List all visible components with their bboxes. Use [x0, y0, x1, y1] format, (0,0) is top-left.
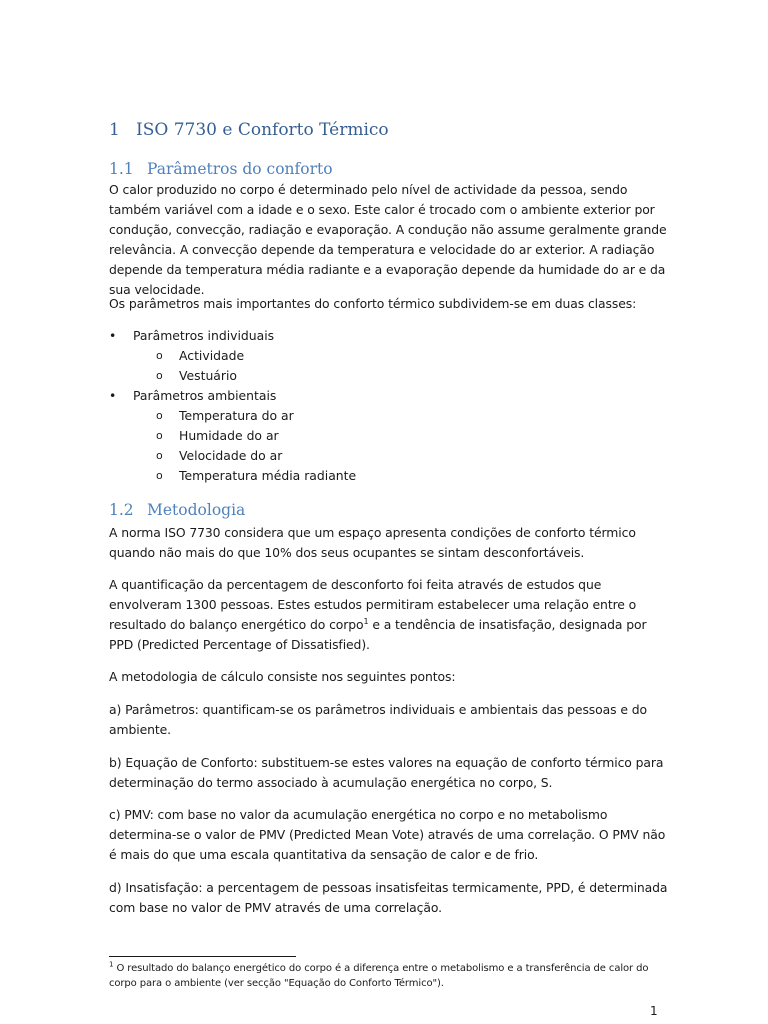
heading-1-1 — [109, 160, 333, 178]
footnote-text: O resultado do balanço energético do corpo é a diferença entre o metabolismo e a transferência de calor do corpo para o ambiente (ver secção "Equação do Conforto Térmico"). — [109, 963, 649, 989]
footnote — [109, 961, 669, 991]
sub-bullet-marker: o — [156, 469, 163, 482]
paragraph-conforto-intro: O calor produzido no corpo é determinado pelo nível de actividade da pessoa, sendo também variável com a idade e o sexo. Este calor é trocado com o ambiente exterior por condução, convecção, radiação e evaporação. A condução não assume geralmente grande relevância. A convecção depende da temperatura e velocidade do ar exterior. A radiação depende da temperatura média radiante e a evaporação depende da humidade do ar e da sua velocidade. — [109, 182, 667, 297]
heading-1-1-number: 1.1 — [109, 160, 134, 178]
sub-bullet-marker: o — [156, 369, 163, 382]
paragraph-quantificacao-start: A quantificação da percentagem de desconforto foi feita através de estudos que envolveram 1300 pessoas. Estes estudos permitiram estabelecer uma relação entre o resultado do balanço energético do corpo — [109, 577, 637, 632]
paragraph-point-d: d) Insatisfação: a percentagem de pessoas insatisfeitas termicamente, PPD, é determinada com base no valor de PMV através de uma correlação. — [109, 880, 668, 915]
paragraph-point-a: a) Parâmetros: quantificam-se os parâmetros individuais e ambientais das pessoas e do ambiente. — [109, 702, 647, 737]
sub-bullet-marker: o — [156, 429, 163, 442]
sub-list-item-label: Actividade — [179, 348, 245, 363]
paragraph-point-b: b) Equação de Conforto: substituem-se estes valores na equação de conforto térmico para determinação do termo associado à acumulação energética no corpo, S. — [109, 755, 664, 790]
paragraph-quantificacao-end: e a tendência de insatisfação, designada por PPD (Predicted Percentage of Dissatisfied). — [109, 617, 647, 652]
paragraph-metodologia-pontos: A metodologia de cálculo consiste nos seguintes pontos: — [109, 669, 456, 684]
paragraph-norma: A norma ISO 7730 considera que um espaço apresenta condições de conforto térmico quando não mais do que 10% dos seus ocupantes se sintam desconfortáveis. — [109, 525, 636, 560]
heading-1-1-title: Parâmetros do conforto — [147, 160, 333, 178]
footnote-marker: 1 — [109, 960, 114, 969]
heading-1-2-title: Metodologia — [147, 501, 246, 519]
heading-1-title: ISO 7730 e Conforto Térmico — [136, 120, 389, 140]
list-item-label: Parâmetros individuais — [133, 328, 275, 343]
bullet-marker: • — [109, 388, 117, 403]
footnote-reference[interactable]: 1 — [363, 616, 369, 626]
footnote-separator — [109, 956, 296, 957]
sub-bullet-marker: o — [156, 449, 163, 462]
sub-list-item-label: Temperatura média radiante — [179, 468, 357, 483]
heading-1-number: 1 — [109, 120, 120, 140]
list-item-label: Parâmetros ambientais — [133, 388, 277, 403]
sub-list-item-label: Velocidade do ar — [179, 448, 283, 463]
heading-1 — [109, 120, 389, 140]
sub-bullet-marker: o — [156, 349, 163, 362]
paragraph-parametros-classes: Os parâmetros mais importantes do conforto térmico subdividem-se em duas classes: — [109, 296, 637, 311]
heading-1-2-number: 1.2 — [109, 501, 134, 519]
bullet-marker: • — [109, 328, 117, 343]
paragraph-quantificacao — [109, 575, 669, 655]
sub-list-item-label: Vestuário — [179, 368, 238, 383]
sub-list-item-label: Humidade do ar — [179, 428, 279, 443]
sub-list-item-label: Temperatura do ar — [179, 408, 294, 423]
page-number: 1 — [650, 1004, 658, 1018]
paragraph-point-c: c) PMV: com base no valor da acumulação energética no corpo e no metabolismo determina-se o valor de PMV (Predicted Mean Vote) através de uma correlação. O PMV não é mais do que uma escala quantitativa da sensação de calor e de frio. — [109, 807, 666, 862]
sub-bullet-marker: o — [156, 409, 163, 422]
heading-1-2 — [109, 501, 245, 519]
